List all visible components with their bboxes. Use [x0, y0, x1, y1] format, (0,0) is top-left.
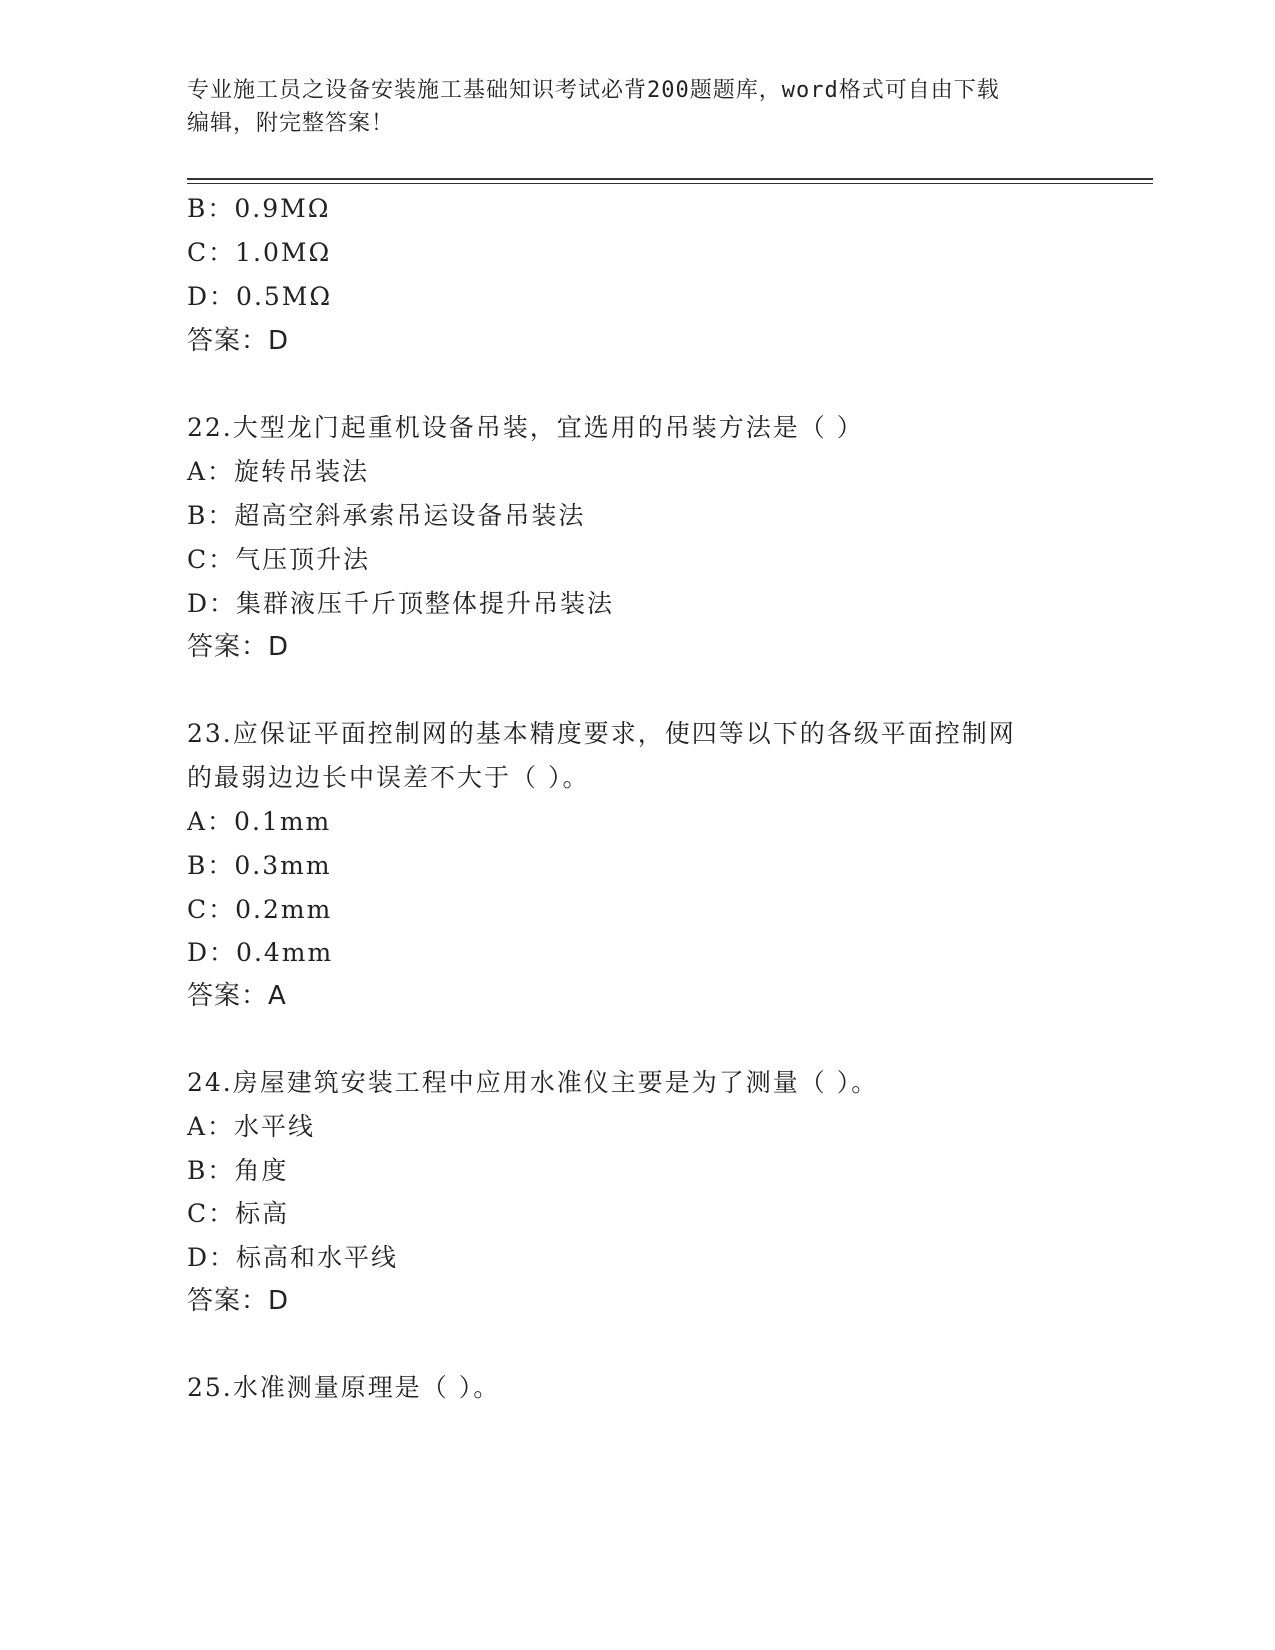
q23-question-line-2: 的最弱边边长中误差不大于（ ）。 — [187, 763, 590, 792]
q24-option-b: B：角度 — [187, 1156, 289, 1185]
q23-question-line-1: 23.应保证平面控制网的基本精度要求，使四等以下的各级平面控制网 — [187, 719, 1016, 748]
q22-option-d: D：集群液压千斤顶整体提升吊装法 — [187, 589, 615, 618]
header-rule-thin — [187, 183, 1153, 184]
q24-option-c: C：标高 — [187, 1199, 290, 1228]
header-rule-thick — [187, 178, 1153, 180]
header-line-1: 专业施工员之设备安装施工基础知识考试必背200题题库，word格式可自由下载 — [187, 78, 1000, 103]
q22-option-a: A：旋转吊装法 — [187, 457, 370, 486]
q23-option-a: A：0.1mm — [187, 807, 332, 836]
q22-question: 22.大型龙门起重机设备吊装，宜选用的吊装方法是（ ） — [187, 413, 864, 442]
q24-option-a: A：水平线 — [187, 1112, 316, 1141]
q23-option-b: B：0.3mm — [187, 851, 332, 880]
q22-answer: 答案：D — [187, 632, 290, 662]
q25-question: 25.水准测量原理是（ ）。 — [187, 1373, 501, 1402]
q24-answer: 答案：D — [187, 1286, 290, 1316]
q21-option-d: D：0.5MΩ — [187, 282, 333, 311]
q23-option-d: D：0.4mm — [187, 938, 334, 967]
q22-option-c: C：气压顶升法 — [187, 545, 371, 574]
document-header — [187, 74, 1067, 140]
q24-option-d: D：标高和水平线 — [187, 1243, 399, 1272]
q24-question: 24.房屋建筑安装工程中应用水准仪主要是为了测量（ ）。 — [187, 1068, 879, 1097]
q22-option-b: B：超高空斜承索吊运设备吊装法 — [187, 501, 586, 530]
q21-option-c: C：1.0MΩ — [187, 238, 332, 267]
q21-option-b: B：0.9MΩ — [187, 194, 331, 223]
q21-answer: 答案：D — [187, 326, 290, 356]
q23-answer: 答案：A — [187, 981, 287, 1011]
q23-option-c: C：0.2mm — [187, 895, 333, 924]
header-line-2: 编辑，附完整答案！ — [187, 111, 395, 136]
